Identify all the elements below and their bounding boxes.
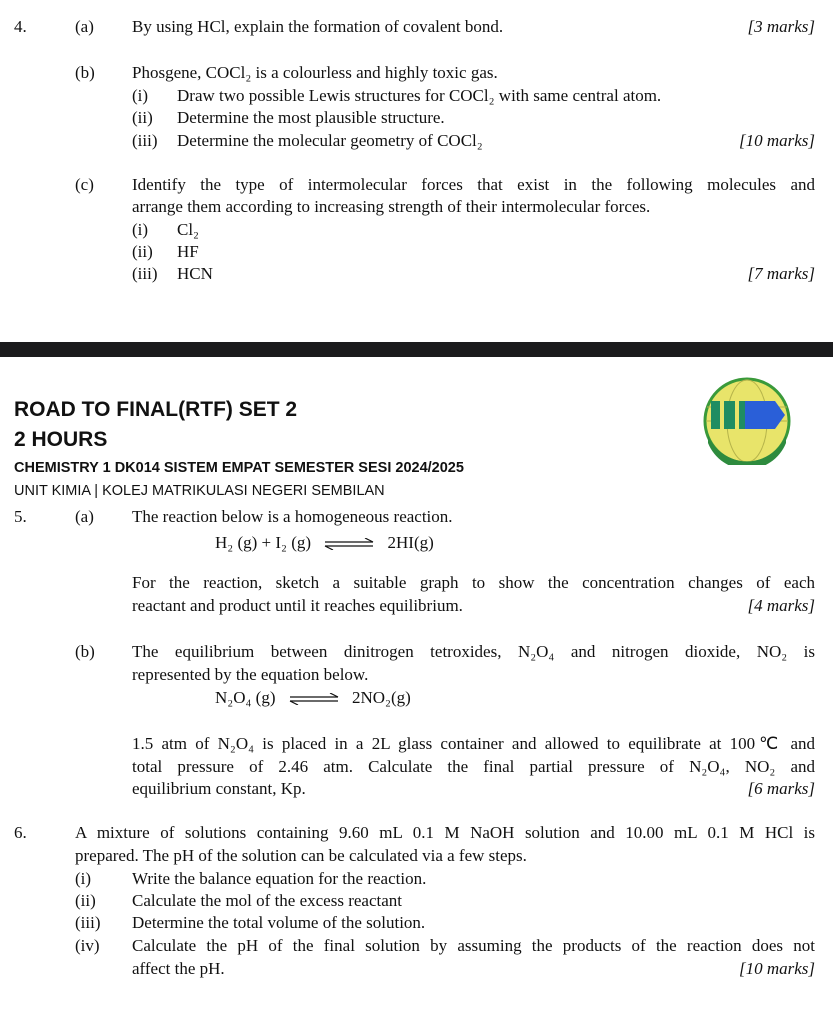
question-text: equilibrium constant, Kp. xyxy=(132,779,306,798)
question-number: 5. xyxy=(14,507,27,526)
question-text: 1.5 atm of N₂O₄ is placed in a 2L glass container and allowed to equilibrate at 100℃ and xyxy=(132,734,815,753)
college-logo xyxy=(703,377,791,465)
sub-text: HF xyxy=(177,242,199,261)
equation-reactants: H₂ (g) + I₂ (g) xyxy=(215,533,312,552)
question-text: represented by the equation below. xyxy=(132,665,369,684)
sub-text: affect the pH. xyxy=(132,959,225,978)
sub-label: (iii) xyxy=(132,131,158,150)
sub-text: Draw two possible Lewis structures for COCl₂ with same central atom. xyxy=(177,86,662,105)
sub-text: Cl₂ xyxy=(177,220,199,239)
sub-label: (iii) xyxy=(75,913,101,932)
question-number: 6. xyxy=(14,823,27,842)
equilibrium-arrow-icon xyxy=(323,538,375,550)
question-text: The equilibrium between dinitrogen tetroxides, N₂O₄ and nitrogen dioxide, NO₂ is xyxy=(132,642,815,661)
marks: [3 marks] xyxy=(747,17,815,36)
chemical-equation xyxy=(215,688,411,708)
sub-text: Write the balance equation for the reaction. xyxy=(132,869,427,888)
part-label: (b) xyxy=(75,642,95,661)
course-title: CHEMISTRY 1 DK014 SISTEM EMPAT SEMESTER SESI 2024/2025 xyxy=(14,460,464,476)
part-label: (b) xyxy=(75,63,95,82)
equilibrium-arrow-icon xyxy=(288,693,340,705)
equation-reactants: N₂O₄ (g) xyxy=(215,688,276,707)
question-text: Identify the type of intermolecular forces that exist in the following molecules and xyxy=(132,175,815,194)
sub-label: (i) xyxy=(132,220,149,239)
marks: [10 marks] xyxy=(738,131,815,150)
sub-label: (ii) xyxy=(132,242,153,261)
question-text: arrange them according to increasing strength of their intermolecular forces. xyxy=(132,197,651,216)
marks: [4 marks] xyxy=(747,596,815,615)
paper-title: ROAD TO FINAL(RTF) SET 2 xyxy=(14,398,298,421)
question-number: 4. xyxy=(14,17,27,36)
sub-text: Calculate the pH of the final solution by assuming the products of the reaction does not xyxy=(132,936,815,955)
sub-label: (iv) xyxy=(75,936,100,955)
sub-text: Determine the molecular geometry of COCl₂ xyxy=(177,131,483,150)
equation-products: 2HI(g) xyxy=(387,533,434,552)
question-text: The reaction below is a homogeneous reaction. xyxy=(132,507,453,526)
question-text: prepared. The pH of the solution can be calculated via a few steps. xyxy=(75,846,527,865)
page-divider xyxy=(0,342,833,357)
paper-duration: 2 HOURS xyxy=(14,428,108,451)
sub-label: (ii) xyxy=(132,108,153,127)
part-label: (a) xyxy=(75,507,94,526)
sub-label: (i) xyxy=(75,869,92,888)
marks: [7 marks] xyxy=(747,264,815,283)
question-text: For the reaction, sketch a suitable graph to show the concentration changes of each xyxy=(132,573,815,592)
sub-text: Determine the most plausible structure. xyxy=(177,108,445,127)
question-text: By using HCl, explain the formation of covalent bond. xyxy=(132,17,504,36)
part-label: (c) xyxy=(75,175,94,194)
equation-products: 2NO₂(g) xyxy=(351,688,411,707)
sub-text: Determine the total volume of the solution. xyxy=(132,913,426,932)
sub-label: (i) xyxy=(132,86,149,105)
sub-text: HCN xyxy=(177,264,213,283)
question-text: reactant and product until it reaches equilibrium. xyxy=(132,596,463,615)
question-text: total pressure of 2.46 atm. Calculate the final partial pressure of N₂O₄, NO₂ and xyxy=(132,757,815,776)
marks: [6 marks] xyxy=(747,779,815,798)
sub-label: (iii) xyxy=(132,264,158,283)
unit-name: UNIT KIMIA | KOLEJ MATRIKULASI NEGERI SEMBILAN xyxy=(14,483,385,499)
sub-label: (ii) xyxy=(75,891,96,910)
part-label: (a) xyxy=(75,17,94,36)
question-text: Phosgene, COCl₂ is a colourless and highly toxic gas. xyxy=(132,63,498,82)
question-text: A mixture of solutions containing 9.60 mL 0.1 M NaOH solution and 10.00 mL 0.1 M HCl is xyxy=(75,823,815,842)
sub-text: Calculate the mol of the excess reactant xyxy=(132,891,402,910)
marks: [10 marks] xyxy=(738,959,815,978)
chemical-equation xyxy=(215,533,434,553)
